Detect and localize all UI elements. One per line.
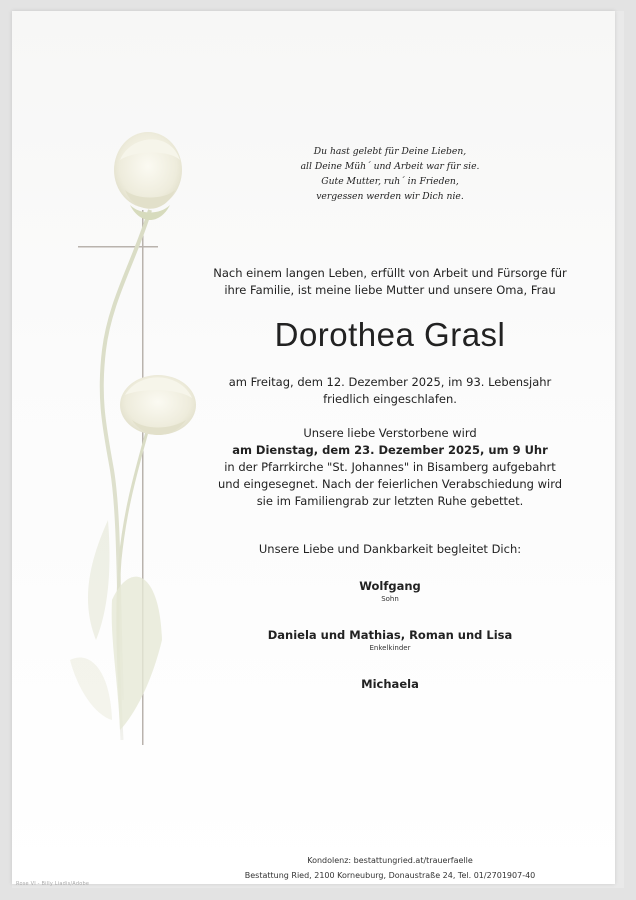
- funeral-detail: in der Pfarrkirche "St. Johannes" in Bisamberg aufgebahrt: [224, 460, 556, 474]
- mourner-relation: Sohn: [381, 595, 399, 603]
- intro-text: [190, 265, 590, 299]
- mourner-name: Daniela und Mathias, Roman und Lisa: [267, 628, 513, 642]
- death-notice-line: am Freitag, dem 12. Dezember 2025, im 93. Lebensjahr: [228, 375, 552, 389]
- mourner-entry: [190, 579, 590, 603]
- motto-line: Du hast gelebt für Deine Lieben,: [313, 146, 467, 157]
- death-notice: [190, 374, 590, 408]
- funeral-detail: und eingesegnet. Nach der feierlichen Verabschiedung wird: [217, 477, 563, 491]
- mourner-relation: Enkelkinder: [369, 644, 411, 652]
- motto-verse: [190, 144, 590, 204]
- mourner-name: Wolfgang: [359, 579, 421, 593]
- intro-line: Nach einem langen Leben, erfüllt von Arbeit und Fürsorge für: [213, 266, 567, 280]
- death-notice-line: friedlich eingeschlafen.: [323, 392, 457, 406]
- funeral-date: am Dienstag, dem 23. Dezember 2025, um 9 Uhr: [232, 443, 548, 457]
- motto-line: Gute Mutter, ruh´ in Frieden,: [321, 176, 459, 187]
- funeral-info: [190, 425, 590, 510]
- funeral-detail: sie im Familiengrab zur letzten Ruhe gebettet.: [256, 494, 524, 508]
- motto-line: vergessen werden wir Dich nie.: [316, 191, 464, 202]
- funeral-intro: Unsere liebe Verstorbene wird: [303, 426, 477, 440]
- mourner-entry: [190, 677, 590, 693]
- mourner-name: Michaela: [361, 677, 419, 691]
- image-credit: Rose VI - Billy Liadis/Adobe: [16, 881, 90, 887]
- mourner-entry: [190, 628, 590, 652]
- motto-line: all Deine Müh´ und Arbeit war für sie.: [300, 161, 480, 172]
- deceased-name: Dorothea Grasl: [274, 316, 506, 353]
- funeral-home-address: Bestattung Ried, 2100 Korneuburg, Donaustraße 24, Tel. 01/2701907-40: [244, 871, 536, 880]
- thanks-line: Unsere Liebe und Dankbarkeit begleitet Dich:: [258, 542, 522, 556]
- condolence-link: Kondolenz: bestattungried.at/trauerfaelle: [307, 856, 473, 865]
- footer: [190, 853, 590, 883]
- intro-line: ihre Familie, ist meine liebe Mutter und unsere Oma, Frau: [224, 283, 556, 297]
